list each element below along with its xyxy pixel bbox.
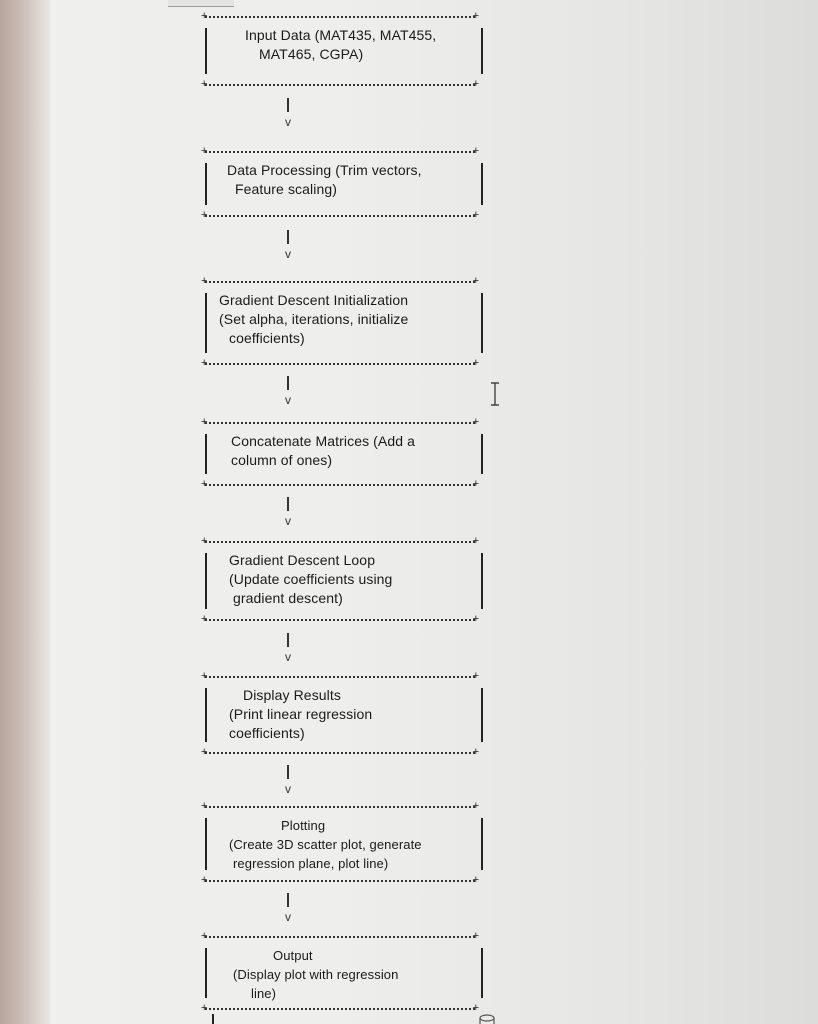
box-corner: +	[472, 670, 479, 682]
box-corner: +	[472, 357, 479, 369]
step-text	[245, 26, 436, 64]
step-text	[229, 686, 372, 743]
step-text	[229, 816, 422, 873]
flow-arrow	[282, 98, 294, 128]
box-corner: +	[472, 145, 479, 157]
flow-arrow	[282, 376, 294, 406]
box-side-left	[205, 948, 207, 998]
box-side-left	[205, 434, 207, 474]
cylinder-icon	[478, 1014, 496, 1024]
step-line: Gradient Descent Loop	[229, 552, 376, 568]
box-corner: +	[472, 10, 479, 22]
flow-step-display-results	[201, 670, 479, 758]
step-text	[233, 946, 398, 1003]
arrow-head: v	[285, 650, 291, 664]
arrow-head: v	[285, 782, 291, 796]
step-line: Plotting	[281, 818, 326, 833]
step-line: Gradient Descent Initialization	[219, 292, 409, 308]
monitor-bezel	[0, 0, 50, 1024]
text-cursor-bar	[212, 1014, 214, 1024]
box-corner: +	[201, 416, 208, 428]
step-text	[227, 161, 422, 199]
step-line: Output	[273, 948, 313, 963]
box-side-right	[481, 818, 483, 870]
step-text	[219, 291, 408, 348]
flow-step-plotting	[201, 800, 479, 886]
step-line: regression plane, plot line)	[233, 856, 389, 871]
step-line: Data Processing (Trim vectors,	[227, 162, 422, 178]
box-corner: +	[472, 930, 479, 942]
box-corner: +	[201, 357, 208, 369]
box-corner: +	[201, 670, 208, 682]
box-corner: +	[472, 535, 479, 547]
box-corner: +	[201, 1002, 208, 1014]
step-text	[229, 551, 392, 608]
flow-arrow	[282, 893, 294, 923]
step-line: (Display plot with regression	[233, 967, 399, 982]
box-side-right	[481, 163, 483, 205]
box-side-right	[481, 688, 483, 742]
box-side-left	[205, 293, 207, 353]
arrow-head: v	[285, 393, 291, 407]
box-corner: +	[201, 145, 208, 157]
box-corner: +	[472, 874, 479, 886]
box-corner: +	[201, 78, 208, 90]
box-corner: +	[472, 613, 479, 625]
box-corner: +	[472, 746, 479, 758]
box-corner: +	[472, 1002, 479, 1014]
flow-step-data-processing	[201, 145, 479, 221]
step-line: line)	[251, 986, 277, 1001]
step-line: Input Data (MAT435, MAT455,	[245, 27, 437, 43]
flow-step-input-data	[201, 10, 479, 90]
flow-step-concatenate	[201, 416, 479, 490]
flow-arrow	[282, 633, 294, 663]
box-corner: +	[472, 800, 479, 812]
box-corner: +	[472, 478, 479, 490]
step-text	[231, 432, 415, 470]
step-line: coefficients)	[229, 330, 305, 346]
arrow-head: v	[285, 910, 291, 924]
text-cursor-icon	[489, 382, 501, 406]
top-tab	[168, 0, 234, 7]
box-corner: +	[472, 209, 479, 221]
box-corner: +	[201, 930, 208, 942]
box-side-right	[481, 948, 483, 998]
box-corner: +	[472, 275, 479, 287]
step-line: Concatenate Matrices (Add a	[231, 433, 416, 449]
arrow-head: v	[285, 247, 291, 261]
box-side-left	[205, 553, 207, 609]
box-corner: +	[201, 800, 208, 812]
arrow-head: v	[285, 115, 291, 129]
step-line: Display Results	[243, 687, 341, 703]
flow-arrow	[282, 230, 294, 260]
step-line: coefficients)	[229, 725, 305, 741]
box-corner: +	[201, 478, 208, 490]
box-corner: +	[201, 746, 208, 758]
box-side-left	[205, 28, 207, 74]
box-corner: +	[201, 874, 208, 886]
box-side-right	[481, 434, 483, 474]
step-line: (Create 3D scatter plot, generate	[229, 837, 422, 852]
box-corner: +	[201, 613, 208, 625]
flow-step-gd-loop	[201, 535, 479, 625]
box-corner: +	[201, 535, 208, 547]
step-line: MAT465, CGPA)	[259, 46, 364, 62]
box-corner: +	[201, 275, 208, 287]
box-side-right	[481, 293, 483, 353]
box-corner: +	[472, 416, 479, 428]
box-side-left	[205, 818, 207, 870]
flow-step-output	[201, 930, 479, 1014]
box-side-right	[481, 553, 483, 609]
step-line: (Update coefficients using	[229, 571, 393, 587]
arrow-head: v	[285, 514, 291, 528]
flow-step-gd-initialization	[201, 275, 479, 369]
step-line: gradient descent)	[233, 590, 343, 606]
box-corner: +	[472, 78, 479, 90]
step-line: (Print linear regression	[229, 706, 373, 722]
flow-arrow	[282, 497, 294, 527]
box-corner: +	[201, 209, 208, 221]
step-line: (Set alpha, iterations, initialize	[219, 311, 409, 327]
box-side-left	[205, 688, 207, 742]
flow-arrow	[282, 765, 294, 795]
box-corner: +	[201, 10, 208, 22]
box-side-left	[205, 163, 207, 205]
box-side-right	[481, 28, 483, 74]
step-line: column of ones)	[231, 452, 333, 468]
step-line: Feature scaling)	[235, 181, 337, 197]
